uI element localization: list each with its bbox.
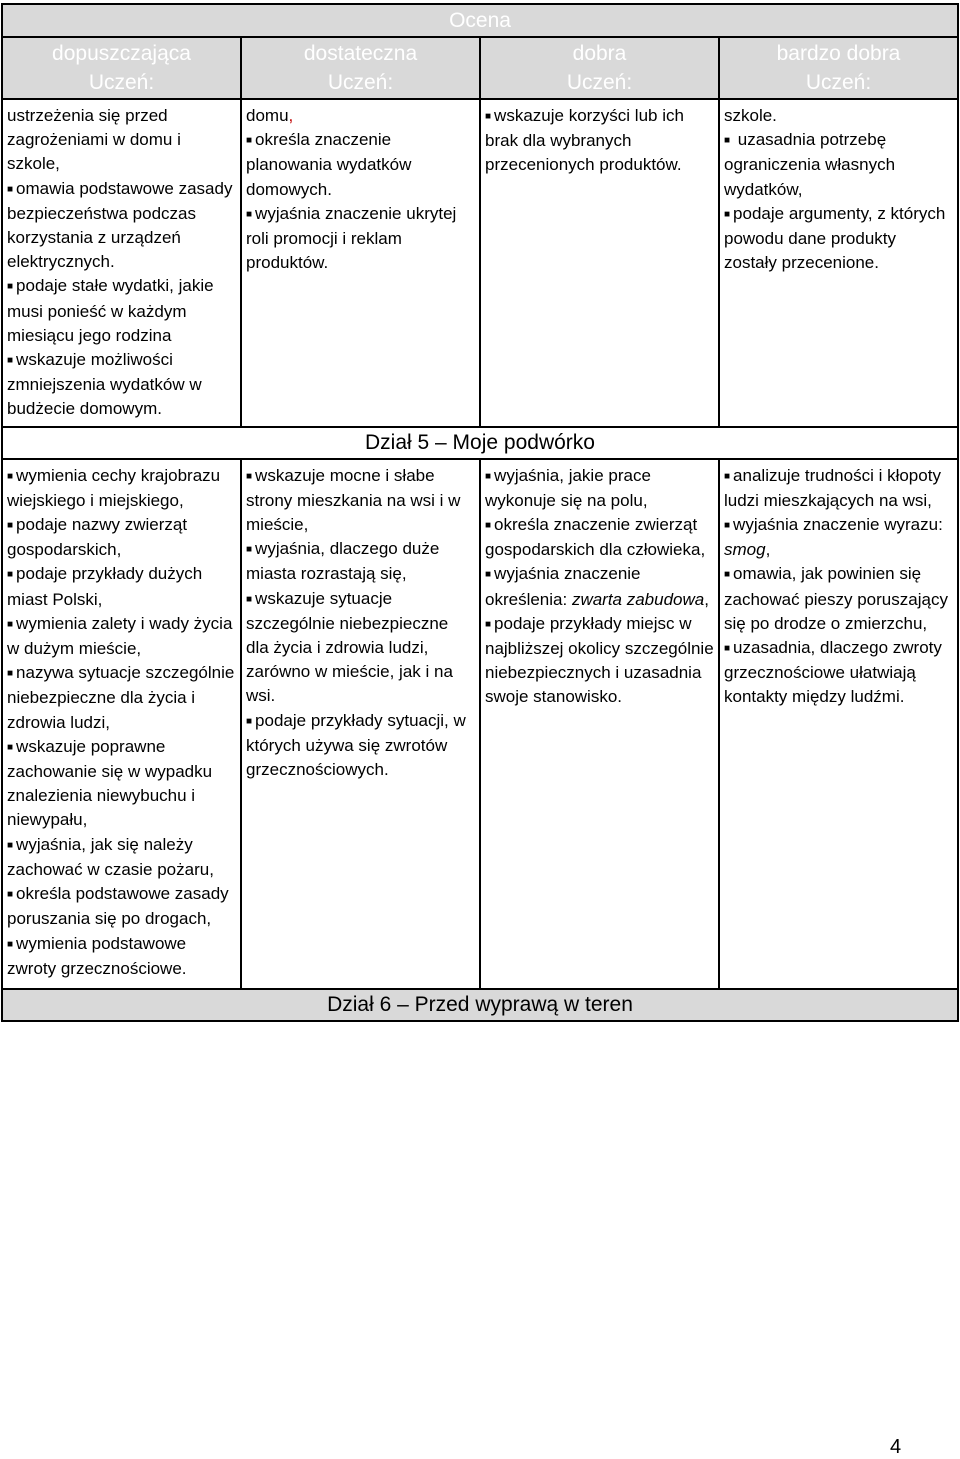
square-bullet-icon: ■ [246, 208, 253, 220]
square-bullet-icon: ■ [7, 183, 14, 195]
criteria-item [7, 932, 236, 981]
section-title-dzial-6: Dział 6 – Przed wyprawą w teren [2, 989, 958, 1021]
criteria-text: szkole. [724, 106, 777, 125]
criteria-text: podaje przykłady miejsc w najbliższej okolicy szczególnie niebezpiecznych i uzasadnia swoje stanowisko. [485, 613, 714, 707]
criteria-cell [2, 99, 241, 427]
square-bullet-icon: ■ [724, 520, 731, 532]
criteria-text: podaje nazwy zwierząt gospodarskich, [7, 515, 188, 560]
grade-name: dopuszczająca [52, 42, 191, 65]
square-bullet-icon: ■ [7, 938, 14, 950]
criteria-item [7, 882, 236, 931]
criteria-text: wskazuje możliwości zmniejszenia wydatków w budżecie domowym. [7, 350, 202, 419]
criteria-item [485, 513, 714, 562]
criteria-item [7, 348, 236, 422]
criteria-text: podaje przykłady dużych miast Polski, [7, 564, 203, 609]
criteria-text: omawia, jak powinien się zachować pieszy poruszający się po drodze o zmierzchu, [724, 564, 948, 633]
grade-column-header [2, 37, 241, 99]
square-bullet-icon: ■ [7, 470, 14, 482]
square-bullet-icon: ■ [724, 135, 731, 147]
criteria-text: wymienia podstawowe zwroty grzecznościowe. [7, 933, 187, 978]
criteria-item [7, 513, 236, 562]
page-number: 4 [890, 1436, 902, 1458]
punctuation: , [704, 589, 709, 609]
square-bullet-icon: ■ [724, 208, 731, 220]
square-bullet-icon: ■ [246, 135, 253, 147]
square-bullet-icon: ■ [7, 839, 14, 851]
square-bullet-icon: ■ [485, 569, 492, 581]
criteria-text: wyjaśnia znaczenie określenia: [485, 564, 641, 609]
criteria-item [7, 612, 236, 661]
criteria-item [724, 513, 953, 562]
criteria-text: wyjaśnia znaczenie wyrazu: [733, 515, 943, 535]
square-bullet-icon: ■ [485, 111, 492, 122]
criteria-item [724, 104, 953, 128]
criteria-item [485, 464, 714, 513]
criteria-text: nazywa sytuacje szczególnie niebezpieczne dla życia i zdrowia ludzi, [7, 663, 235, 732]
criteria-item [485, 612, 714, 710]
square-bullet-icon: ■ [724, 470, 731, 482]
grade-header-title: Ocena [2, 4, 958, 37]
student-label: Uczeń: [88, 71, 155, 94]
criteria-text: wyjaśnia, jakie prace wykonuje się na polu, [485, 465, 651, 510]
criteria-item [246, 104, 475, 128]
criteria-cell [480, 459, 719, 989]
criteria-text: omawia podstawowe zasady bezpieczeństwa podczas korzystania z urządzeń elektrycznych. [7, 178, 233, 272]
criteria-text: wyjaśnia, dlaczego duże miasta rozrastają się, [246, 539, 440, 584]
criteria-text: uzasadnia potrzebę ograniczenia własnych wydatków, [724, 130, 896, 199]
criteria-item [7, 562, 236, 611]
criteria-text: określa podstawowe zasady poruszania się po drogach, [7, 884, 229, 929]
criteria-item [7, 177, 236, 275]
criteria-item [724, 202, 953, 276]
grade-name: dobra [572, 42, 627, 65]
criteria-text: wskazuje mocne i słabe strony mieszkania na wsi i w mieście, [246, 465, 461, 535]
criteria-item [7, 661, 236, 735]
criteria-text: wymienia cechy krajobrazu wiejskiego i miejskiego, [7, 465, 221, 510]
square-bullet-icon: ■ [7, 281, 14, 293]
square-bullet-icon: ■ [7, 569, 14, 581]
square-bullet-icon: ■ [246, 544, 253, 556]
section-title-dzial-5: Dział 5 – Moje podwórko [2, 427, 958, 459]
square-bullet-icon: ■ [485, 520, 492, 532]
student-label: Uczeń: [805, 71, 872, 94]
punctuation: , [288, 106, 294, 125]
criteria-text: uzasadnia, dlaczego zwroty grzecznościowe ułatwiają kontakty między ludźmi. [724, 638, 942, 707]
criteria-item [246, 537, 475, 586]
criteria-cell [241, 459, 480, 989]
criteria-text: wskazuje sytuacje szczególnie niebezpieczne dla życia i zdrowia ludzi, zarówno w mieście, jak i na wsi. [246, 588, 453, 706]
punctuation: , [765, 540, 771, 560]
criteria-item [724, 636, 953, 710]
criteria-text: wymienia zalety i wady życia w dużym mieście, [7, 613, 233, 659]
criteria-text: wskazuje poprawne zachowanie się w wypadku znalezienia niewybuchu i niewypału, [7, 736, 213, 830]
grading-table [1, 3, 959, 1022]
emphasized-term: smog [724, 540, 766, 560]
criteria-text: podaje stałe wydatki, jakie musi ponieść w każdym miesiącu jego rodzina [7, 276, 214, 345]
square-bullet-icon: ■ [7, 618, 14, 630]
criteria-item [246, 709, 475, 783]
square-bullet-icon: ■ [246, 593, 253, 605]
criteria-cell [2, 459, 241, 989]
square-bullet-icon: ■ [246, 470, 253, 482]
square-bullet-icon: ■ [7, 668, 14, 680]
criteria-item [724, 562, 953, 636]
criteria-text: podaje przykłady sytuacji, w których używa się zwrotów grzecznościowych. [246, 710, 466, 780]
criteria-text: domu [246, 106, 289, 125]
square-bullet-icon: ■ [7, 520, 14, 532]
square-bullet-icon: ■ [7, 889, 14, 901]
grade-column-header [241, 37, 480, 99]
criteria-text: wyjaśnia znaczenie ukrytej roli promocji i reklam produktów. [246, 203, 457, 273]
criteria-item [7, 833, 236, 882]
criteria-cell [241, 99, 480, 427]
criteria-cell [719, 459, 958, 989]
criteria-item [246, 202, 475, 276]
student-label: Uczeń: [566, 71, 633, 94]
criteria-item [7, 464, 236, 513]
square-bullet-icon: ■ [724, 643, 731, 655]
criteria-text: określa znaczenie planowania wydatków domowych. [246, 130, 412, 199]
criteria-item [724, 464, 953, 513]
criteria-item [7, 274, 236, 348]
criteria-text: określa znaczenie zwierząt gospodarskich dla człowieka, [485, 515, 706, 560]
criteria-text: podaje argumenty, z których powodu dane produkty zostały przecenione. [724, 203, 946, 273]
square-bullet-icon: ■ [724, 569, 731, 581]
criteria-text: analizuje trudności i kłopoty ludzi mieszkających na wsi, [724, 465, 941, 510]
emphasized-term: zwarta zabudowa [571, 589, 705, 609]
criteria-item [485, 562, 714, 611]
student-label: Uczeń: [327, 71, 394, 94]
criteria-cell [719, 99, 958, 427]
grade-column-header [719, 37, 958, 99]
criteria-text: wyjaśnia, jak się należy zachować w czasie pożaru, [7, 834, 214, 879]
criteria-text: wskazuje korzyści lub ich brak dla wybranych przecenionych produktów. [485, 106, 684, 175]
criteria-item [485, 104, 714, 178]
square-bullet-icon: ■ [7, 355, 14, 367]
square-bullet-icon: ■ [485, 470, 492, 482]
grade-name: bardzo dobra [776, 42, 901, 65]
grade-name: dostateczna [303, 42, 418, 65]
criteria-item [724, 128, 953, 202]
square-bullet-icon: ■ [485, 618, 492, 630]
grade-column-header [480, 37, 719, 99]
square-bullet-icon: ■ [7, 741, 14, 753]
criteria-item [7, 104, 236, 177]
square-bullet-icon: ■ [246, 715, 253, 727]
criteria-cell [480, 99, 719, 427]
criteria-item [246, 128, 475, 202]
criteria-item [7, 735, 236, 833]
criteria-item [246, 587, 475, 709]
criteria-item [246, 464, 475, 538]
criteria-text: ustrzeżenia się przed zagrożeniami w domu i szkole, [7, 106, 181, 174]
